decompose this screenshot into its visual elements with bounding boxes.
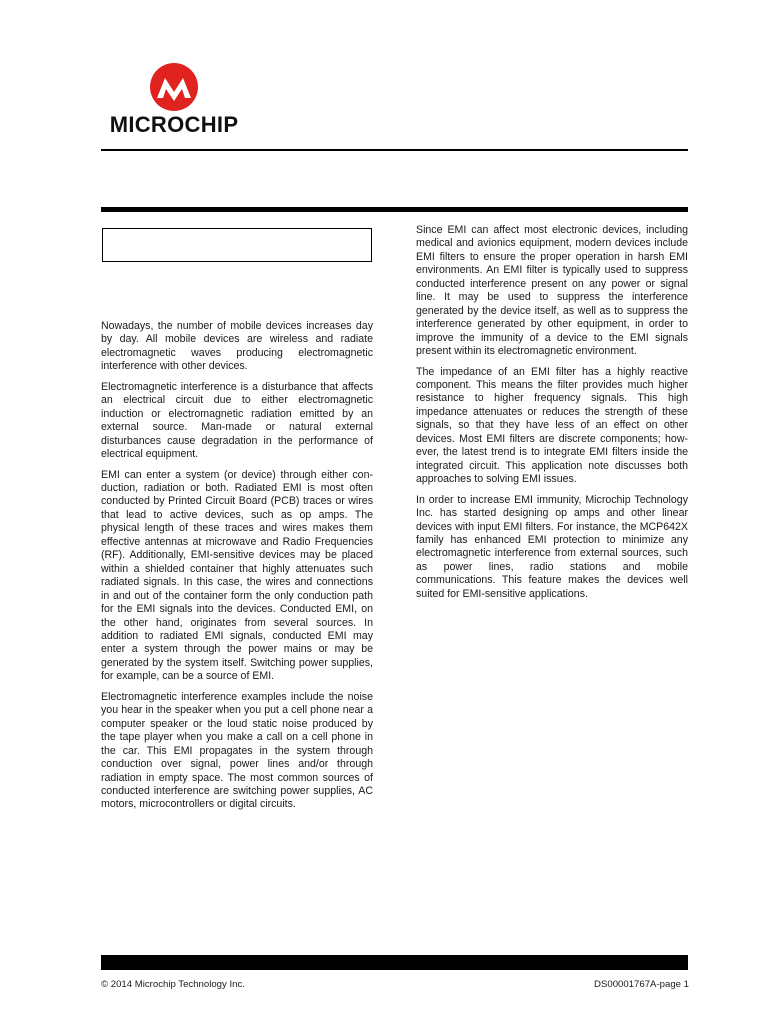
paragraph: Electromagnetic interference is a disturbance that affects an electrical circuit due to either electromagnetic induction or electromagnetic radiation emitted by an external source. Man-made or natural external disturbances cause degradation in the performance of electrical equipment. xyxy=(101,380,373,461)
paragraph: Since EMI can affect most electronic devices, including medical and avionics equipment, modern devices include EMI filters to ensure the proper operation in harsh EMI environments. An EMI filter is typically used to suppress conducted interference present on any power or signal line. It may be used to suppress the interference generated by the device itself, as well as to suppress the interference generated by other equipment, in order to improve the immunity of a device to the EMI signals present within its electromagnetic environment. xyxy=(416,224,688,358)
header-rule-thick xyxy=(101,207,688,212)
paragraph: The impedance of an EMI filter has a highly reactive component. This means the filter provides much higher resistance to higher frequency signals. This high impedance attenuates or reduces the strength of these signals, so that they have less of an effect on other devices. Most EMI filters are discrete components; however, the latest trend is to integrate EMI filters inside the integrated circuit. This application note discusses both approaches to solving EMI issues. xyxy=(416,365,688,486)
left-column xyxy=(101,320,373,819)
header-rule-thin xyxy=(101,149,688,151)
microchip-logo-mark-icon xyxy=(148,62,200,112)
paragraph: In order to increase EMI immunity, Microchip Technology Inc. has started designing op amps and other linear devices with input EMI filters. For instance, the MCP642X family has enhanced EMI protection to minimize any electromagnetic interference from external sources, such as power lines, radio stations and mobile communications. This feature makes the devices well suited for EMI-sensitive applications. xyxy=(416,493,688,600)
paragraph: EMI can enter a system (or device) through either conduction, radiation or both. Radiated EMI is most often conducted by Printed Circuit Board (PCB) traces or wires that lead to active devices, such as op amps. The physical length of these traces and wires makes them effective antennas at microwave and Radio Frequencies (RF). Additionally, EMI-sensitive devices may be placed within a shielded container that highly attenuates such radiated signals. In this case, the wires and connections in and out of the container form the only conduction path for the EMI signals into the devices. Conducted EMI, on the other hand, originates from several sources. In addition to radiated EMI signals, conducted EMI may enter a system through the power mains or may be generated by the system itself. Switching power supplies, for example, can be a source of EMI. xyxy=(101,468,373,683)
brand-wordmark: MICROCHIP xyxy=(109,112,239,137)
footer-rule xyxy=(101,955,688,970)
microchip-logo xyxy=(104,62,244,142)
paragraph: Electromagnetic interference examples include the noise you hear in the speaker when you put a cell phone near a computer speaker or the loud static noise produced by the tape player when you make a call on a cell phone in the car. This EMI propagates in the system through conduction over signal, power lines and/or through radiation in empty space. The most common sources of conducted interference are switching power supplies, AC motors, microcontrollers or digital circuits. xyxy=(101,690,373,811)
copyright-text: © 2014 Microchip Technology Inc. xyxy=(101,979,245,990)
right-column xyxy=(416,224,688,608)
empty-title-box xyxy=(102,228,372,262)
document-id: DS00001767A-page 1 xyxy=(594,979,689,990)
paragraph: Nowadays, the number of mobile devices increases day by day. All mobile devices are wireless and radiate electromagnetic waves producing electromagnetic interference with other devices. xyxy=(101,320,373,373)
